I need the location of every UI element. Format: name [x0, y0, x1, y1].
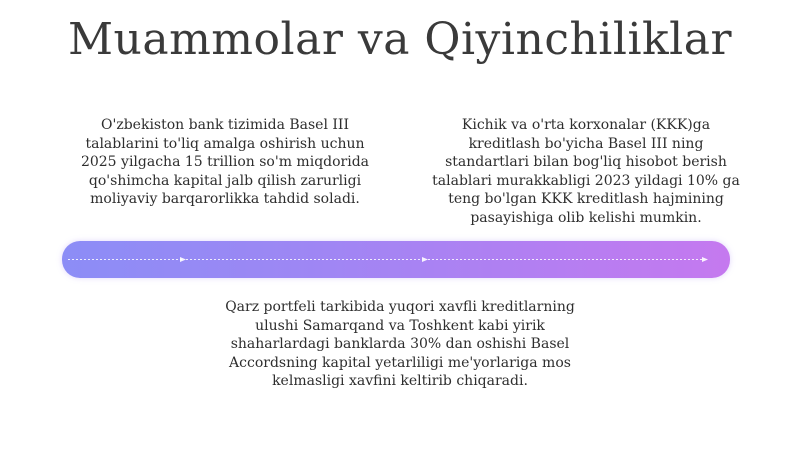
timeline-arrows: [62, 241, 730, 278]
challenge-text-2: Kichik va o'rta korxonalar (KKK)ga kreditlash bo'yicha Basel III ning standartlari bilan bog'liq hisobot berish talablari murakkabligi 2023 yildagi 10% ga teng bo'lgan KKK kreditlash hajmining pasayishiga olib kelishi mumkin.: [432, 117, 740, 226]
challenge-text-3: Qarz portfeli tarkibida yuqori xavfli kreditlarning ulushi Samarqand va Toshkent kabi yirik shaharlardagi banklarda 30% dan oshishi Basel Accordsning kapital yetarliligi me'yorlariga mos kelmasligi xavfini keltirib chiqaradi.: [225, 299, 575, 389]
arrow-right-icon: [422, 257, 428, 262]
slide-title: Muammolar va Qiyinchiliklar: [67, 14, 733, 65]
arrow-right-icon: [180, 257, 186, 262]
challenge-text-1: O'zbekiston bank tizimida Basel III talablarini to'liq amalga oshirish uchun 2025 yilgacha 15 trillion so'm miqdorida qo'shimcha kapital jalb qilish zarurligi moliyaviy barqarorlikka tahdid soladi.: [80, 117, 370, 207]
timeline-bar: [62, 241, 730, 278]
arrow-right-icon: [702, 257, 708, 262]
